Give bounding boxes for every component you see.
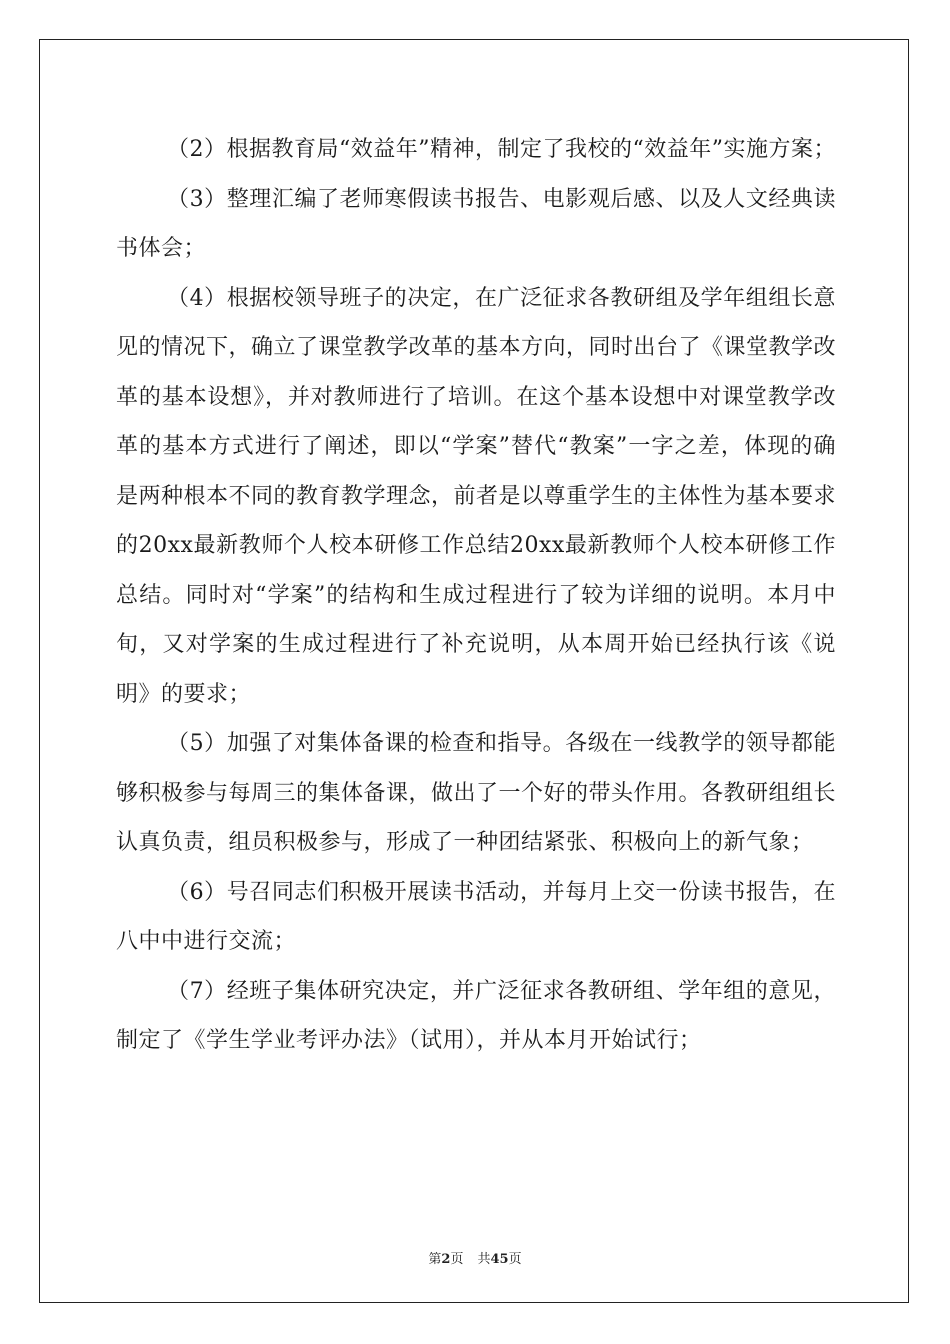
document-body bbox=[116, 125, 836, 1066]
total-page-count: 45 bbox=[490, 1252, 509, 1267]
footer-page-unit: 页 bbox=[450, 1252, 464, 1267]
paragraph-5: （5）加强了对集体备课的检查和指导。各级在一线教学的领导都能够积极参与每周三的集体备课，做出了一个好的带头作用。各教研组组长认真负责，组员积极参与，形成了一种团结紧张、积极向上的新气象； bbox=[116, 731, 837, 855]
footer-prefix: 第 bbox=[428, 1252, 442, 1267]
paragraph-6: （6）号召同志们积极开展读书活动，并每月上交一份读书报告，在八中中进行交流； bbox=[116, 879, 836, 954]
paragraph-4: （4）根据校领导班子的决定，在广泛征求各教研组及学年组组长意见的情况下，确立了课堂教学改革的基本方向，同时出台了《课堂教学改革的基本设想》，并对教师进行了培训。在这个基本设想中对课堂教学改革的基本方式进行了阐述，即以“学案”替代“教案”一字之差，体现的确是两种根本不同的教育教学理念，前者是以尊重学生的主体性为基本要求的20xx最新教师个人校本研修工作总结20xx最新教师个人校本研修工作总结。同时对“学案”的结构和生成过程进行了较为详细的说明。本月中旬，又对学案的生成过程进行了补充说明，从本周开始已经执行该《说明》的要求； bbox=[116, 285, 837, 707]
paragraph-7: （7）经班子集体研究决定，并广泛征求各教研组、学年组的意见，制定了《学生学业考评办法》（试用），并从本月开始试行； bbox=[116, 978, 836, 1053]
footer-total-unit: 页 bbox=[508, 1252, 522, 1267]
paragraph-3: （3）整理汇编了老师寒假读书报告、电影观后感、以及人文经典读书体会； bbox=[116, 186, 836, 261]
paragraph-2: （2）根据教育局“效益年”精神，制定了我校的“效益年”实施方案； bbox=[167, 137, 836, 162]
current-page-number: 2 bbox=[441, 1252, 451, 1267]
footer-total-prefix: 共 bbox=[477, 1252, 491, 1267]
page-footer bbox=[0, 1248, 950, 1267]
